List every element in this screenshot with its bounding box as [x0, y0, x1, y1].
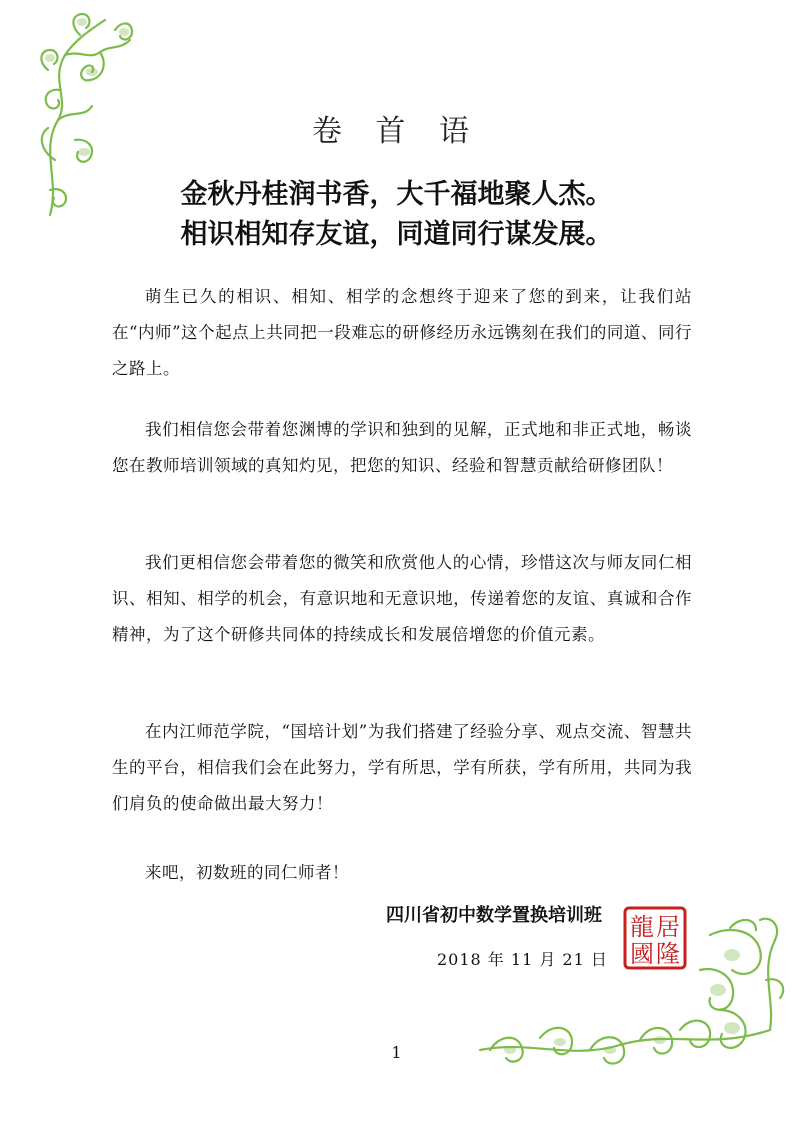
paragraph-2: 我们相信您会带着您渊博的学识和独到的见解，正式地和非正式地，畅谈您在教师培训领域的真知灼见，把您的知识、经验和智慧贡献给研修团队！ [112, 419, 692, 475]
paragraph-1: 萌生已久的相识、相知、相学的念想终于迎来了您的到来，让我们站在“内师”这个起点上共同把一段难忘的研修经历永远镌刻在我们的同道、同行之路上。 [112, 286, 692, 378]
paragraph-3: 我们更相信您会带着您的微笑和欣赏他人的心情，珍惜这次与师友同仁相识、相知、相学的机会，有意识地和无意识地，传递着您的友谊、真诚和合作精神，为了这个研修共同体的持续成长和发展倍增您的价值元素。 [112, 552, 692, 644]
signature: 四川省初中数学置换培训班 [386, 905, 602, 926]
paragraph-5: 来吧，初数班的同仁师者！ [145, 862, 349, 882]
seal-char-1: 龍 [630, 913, 654, 941]
date: 2018 年 11 月 21 日 [437, 950, 608, 969]
page-number: 1 [391, 1043, 402, 1062]
seal-char-2: 居 [656, 913, 680, 941]
page-title: 卷 首 语 [311, 114, 482, 149]
paragraph-4: 在内江师范学院，“国培计划”为我们搭建了经验分享、观点交流、智慧共生的平台，相信我们会在此努力，学有所思，学有所获，学有所用，共同为我们肩负的使命做出最大努力！ [112, 721, 692, 813]
seal-char-3: 國 [630, 940, 654, 968]
seal-char-4: 隆 [656, 940, 680, 968]
couplet-line-1: 金秋丹桂润书香，大千福地聚人杰。 [180, 179, 613, 210]
couplet-line-2: 相识相知存友谊，同道同行谋发展。 [180, 219, 613, 250]
